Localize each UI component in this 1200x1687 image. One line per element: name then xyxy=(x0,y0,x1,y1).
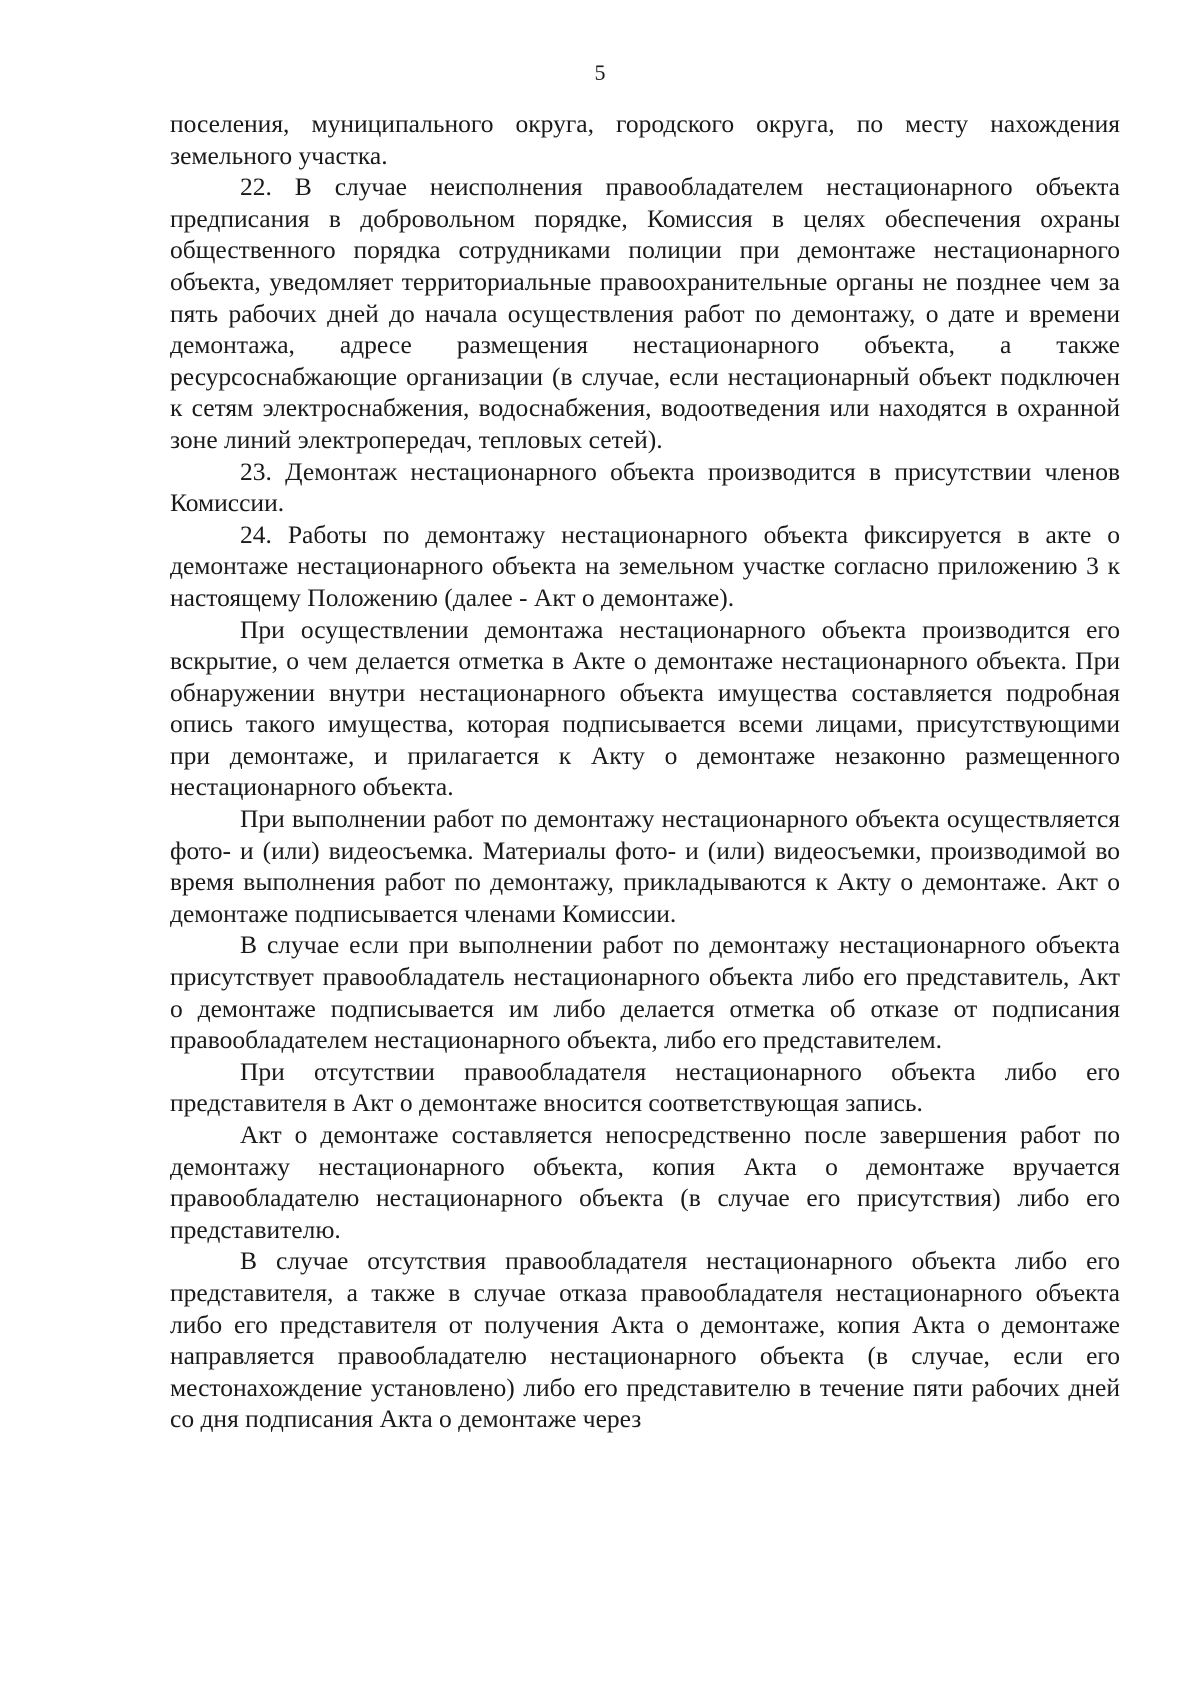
paragraph-act-compiled: Акт о демонтаже составляется непосредственно после завершения работ по демонтажу нестационарного объекта, копия Акта о демонтаже вручается правообладателю нестационарного объекта (в случае его присутствия) либо его представителю. xyxy=(170,1120,1120,1244)
paragraph-22: 22. В случае неисполнения правообладателем нестационарного объекта предписания в добровольном порядке, Комиссия в целях обеспечения охраны общественного порядка сотрудниками полиции при демонтаже нестационарного объекта, уведомляет территориальные правоохранительные органы не позднее чем за пять рабочих дней до начала осуществления работ по демонтажу, о дате и времени демонтажа, адресе размещения нестационарного объекта, а также ресурсоснабжающие организации (в случае, если нестационарный объект подключен к сетям электроснабжения, водоснабжения, водоотведения или находятся в охранной зоне линий электропередач, тепловых сетей). xyxy=(170,172,1120,454)
paragraph-continuation: поселения, муниципального округа, городского округа, по месту нахождения земельного участка. xyxy=(170,109,1120,170)
document-body xyxy=(170,108,1120,1435)
paragraph-act-sent: В случае отсутствия правообладателя нестационарного объекта либо его представителя, а также в случае отказа правообладателя нестационарного объекта либо его представителя от получения Акта о демонтаже, копия Акта о демонтаже направляется правообладателю нестационарного объекта (в случае, если его местонахождение установлено) либо его представителю в течение пяти рабочих дней со дня подписания Акта о демонтаже через xyxy=(170,1246,1120,1434)
paragraph-photo-video: При выполнении работ по демонтажу нестационарного объекта осуществляется фото- и (или) видеосъемка. Материалы фото- и (или) видеосъемки, производимой во время выполнения работ по демонтажу, прикладываются к Акту о демонтаже. Акт о демонтаже подписывается членами Комиссии. xyxy=(170,804,1120,928)
paragraph-23: 23. Демонтаж нестационарного объекта производится в присутствии членов Комиссии. xyxy=(170,456,1120,518)
page-number: 5 xyxy=(594,60,606,85)
paragraph-owner-absent: При отсутствии правообладателя нестационарного объекта либо его представителя в Акт о демонтаже вносится соответствующая запись. xyxy=(170,1056,1120,1118)
paragraph-owner-present: В случае если при выполнении работ по демонтажу нестационарного объекта присутствует правообладатель нестационарного объекта либо его представитель, Акт о демонтаже подписывается им либо делается отметка об отказе от подписания правообладателем нестационарного объекта, либо его представителем. xyxy=(170,930,1120,1055)
paragraph-24: 24. Работы по демонтажу нестационарного объекта фиксируется в акте о демонтаже нестационарного объекта на земельном участке согласно приложению 3 к настоящему Положению (далее - Акт о демонтаже). xyxy=(170,519,1120,612)
paragraph-opening: При осуществлении демонтажа нестационарного объекта производится его вскрытие, о чем делается отметка в Акте о демонтаже нестационарного объекта. При обнаружении внутри нестационарного объекта имущества составляется подробная опись такого имущества, которая подписывается всеми лицами, присутствующими при демонтаже, и прилагается к Акту о демонтаже незаконно размещенного нестационарного объекта. xyxy=(170,614,1120,802)
